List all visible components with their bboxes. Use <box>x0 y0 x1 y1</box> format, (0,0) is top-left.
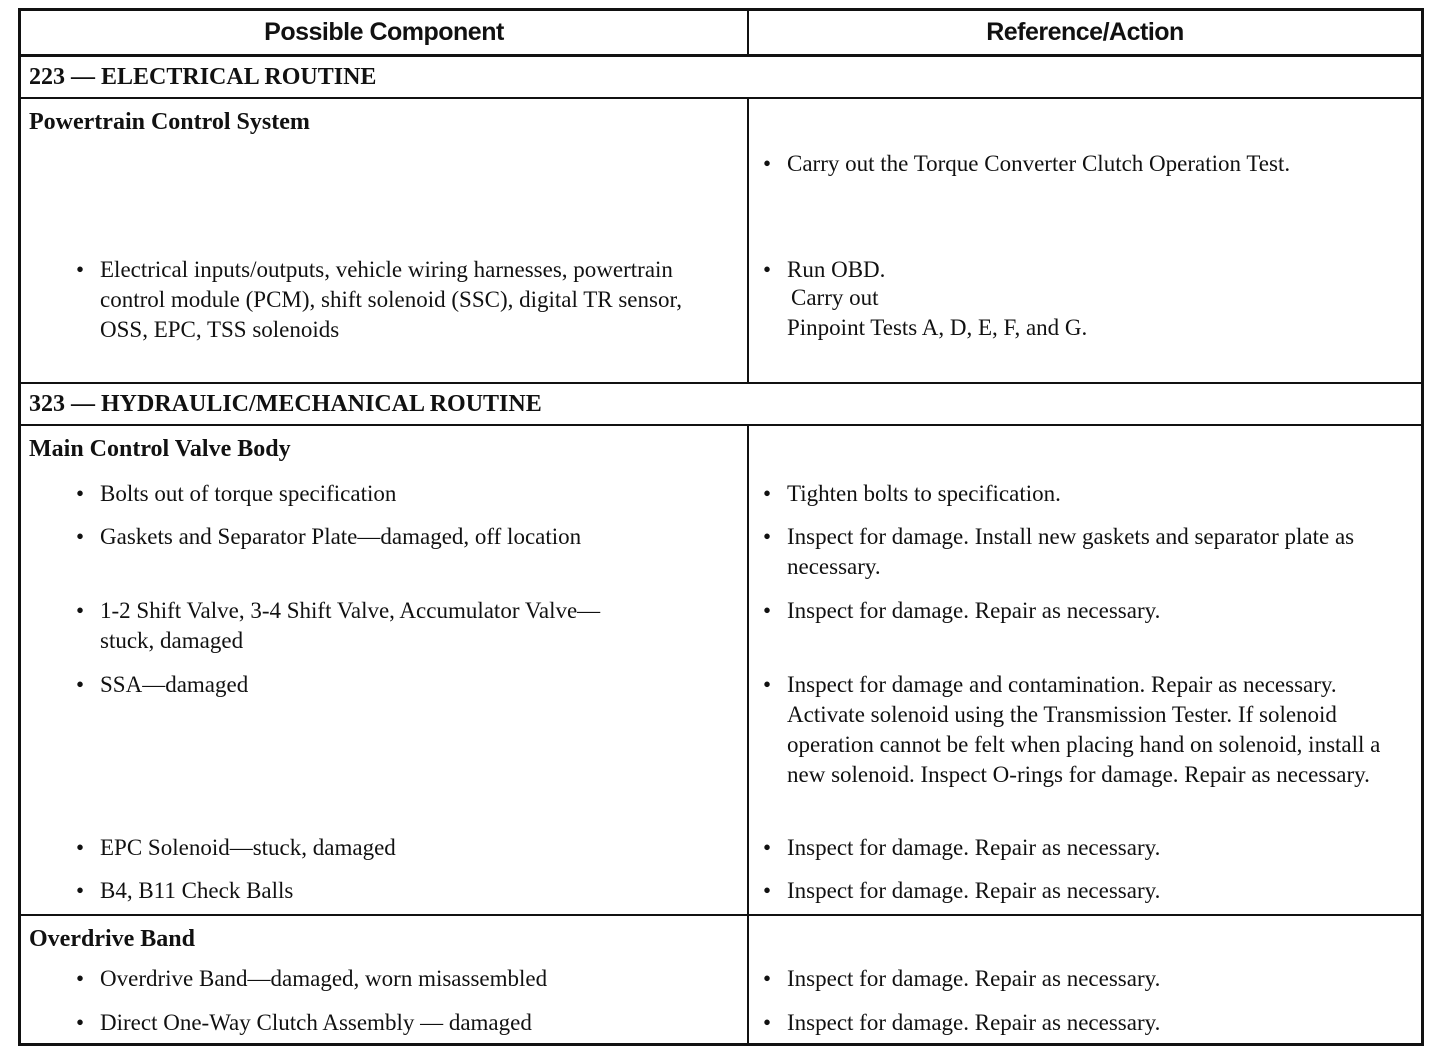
list-item <box>76 1008 736 1038</box>
bullet-icon: • <box>76 598 85 623</box>
list-item <box>763 522 1403 582</box>
bullet-icon: • <box>763 481 772 506</box>
bullet-icon: • <box>763 1010 772 1035</box>
header-possible-component: Possible Component <box>21 11 749 54</box>
list-item <box>763 833 1403 863</box>
bullet-icon: • <box>76 966 85 991</box>
section-title: 223 — ELECTRICAL ROUTINE <box>21 57 1421 99</box>
group-left-pane <box>21 99 749 382</box>
list-item <box>763 964 1403 994</box>
list-item <box>763 876 1403 906</box>
group-title: Overdrive Band <box>29 926 195 952</box>
component-text: Gaskets and Separator Plate—damaged, off location <box>100 524 582 549</box>
action-text: Inspect for damage and contamination. Repair as necessary. Activate solenoid using the Transmission Tester. If solenoid operation cannot be felt when placing hand on solenoid, install a new solenoid. Inspect O-rings for damage. Repair as necessary. <box>787 672 1381 787</box>
bullet-icon: • <box>763 966 772 991</box>
group-powertrain-control-system <box>21 99 1421 384</box>
section-title: 323 — HYDRAULIC/MECHANICAL ROUTINE <box>21 384 1421 426</box>
list-item <box>763 596 1403 626</box>
list-item <box>763 479 1403 509</box>
list-item <box>763 1008 1403 1038</box>
group-right-pane <box>749 99 1421 382</box>
component-text: Overdrive Band—damaged, worn misassembled <box>100 966 548 991</box>
list-item <box>76 833 716 863</box>
group-left-pane <box>21 916 749 1043</box>
group-main-control-valve-body <box>21 426 1421 916</box>
bullet-icon: • <box>76 835 85 860</box>
bullet-icon: • <box>76 481 85 506</box>
diagnostic-table <box>18 8 1424 1046</box>
component-text: Electrical inputs/outputs, vehicle wiring harnesses, powertrain control module (PCM), shift solenoid (SSC), digital TR sensor, OSS, EPC, TSS solenoids <box>100 257 682 342</box>
list-item <box>76 670 716 700</box>
component-text: B4, B11 Check Balls <box>100 878 294 903</box>
component-text: Direct One-Way Clutch Assembly — damaged <box>100 1010 532 1035</box>
component-text: Bolts out of torque specification <box>100 481 397 506</box>
component-text: 1-2 Shift Valve, 3-4 Shift Valve, Accumulator Valve—stuck, damaged <box>100 598 601 653</box>
bullet-icon: • <box>763 598 772 623</box>
list-item <box>76 964 736 994</box>
list-item <box>76 255 716 345</box>
header-reference-action: Reference/Action <box>986 18 1184 46</box>
list-item <box>763 670 1403 790</box>
group-overdrive-band <box>21 916 1421 1043</box>
bullet-icon: • <box>763 878 772 903</box>
action-text: Carry out the Torque Converter Clutch Operation Test. <box>787 151 1291 176</box>
action-text: Inspect for damage. Repair as necessary. <box>787 878 1161 903</box>
action-text: Inspect for damage. Install new gaskets and separator plate as necessary. <box>787 524 1355 579</box>
list-item <box>763 149 1393 179</box>
action-continuation: Pinpoint Tests A, D, E, F, and G. <box>787 315 1088 340</box>
group-right-pane <box>749 916 1421 1043</box>
bullet-icon: • <box>76 1010 85 1035</box>
list-item <box>763 255 1393 285</box>
list-item <box>76 479 716 509</box>
action-text: Inspect for damage. Repair as necessary. <box>787 835 1161 860</box>
group-title: Main Control Valve Body <box>29 436 291 462</box>
list-item <box>76 876 716 906</box>
group-right-pane <box>749 426 1421 914</box>
action-continuation: Carry out <box>791 285 879 310</box>
list-item <box>76 596 636 656</box>
bullet-icon: • <box>76 524 85 549</box>
group-title: Powertrain Control System <box>29 109 310 135</box>
group-left-pane <box>21 426 749 914</box>
list-item <box>76 522 716 552</box>
bullet-icon: • <box>763 835 772 860</box>
action-text: Run OBD. <box>787 257 886 282</box>
component-text: SSA—damaged <box>100 672 249 697</box>
bullet-icon: • <box>763 524 772 549</box>
bullet-icon: • <box>76 878 85 903</box>
bullet-icon: • <box>763 672 772 697</box>
bullet-icon: • <box>76 257 85 282</box>
bullet-icon: • <box>763 151 772 176</box>
action-text: Inspect for damage. Repair as necessary. <box>787 598 1161 623</box>
bullet-icon: • <box>76 672 85 697</box>
bullet-icon: • <box>763 257 772 282</box>
action-text: Tighten bolts to specification. <box>787 481 1061 506</box>
action-text: Inspect for damage. Repair as necessary. <box>787 1010 1161 1035</box>
action-text: Inspect for damage. Repair as necessary. <box>787 966 1161 991</box>
table-header <box>21 11 1421 57</box>
component-text: EPC Solenoid—stuck, damaged <box>100 835 396 860</box>
